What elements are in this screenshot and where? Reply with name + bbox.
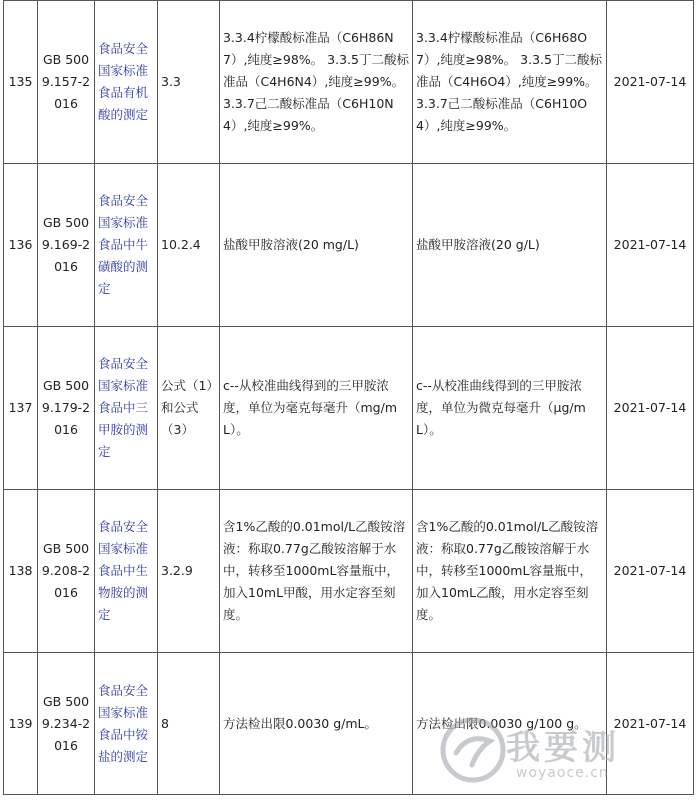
original-text: 盐酸甲胺溶液(20 mg/L) <box>220 164 413 327</box>
date: 2021-07-14 <box>607 327 694 490</box>
table-row <box>4 653 694 795</box>
standards-correction-table <box>3 0 694 795</box>
standard-code: GB 5009.234-2016 <box>38 653 95 795</box>
standard-code: GB 5009.208-2016 <box>38 490 95 653</box>
row-number: 136 <box>4 164 38 327</box>
date: 2021-07-14 <box>607 653 694 795</box>
table-row <box>4 1 694 164</box>
row-number: 135 <box>4 1 38 164</box>
watermark-text: 我要测 <box>506 728 620 768</box>
standard-code: GB 5009.157-2016 <box>38 1 95 164</box>
standard-name-link[interactable]: 食品安全国家标准食品中生物胺的测定 <box>95 490 158 653</box>
table-row <box>4 164 694 327</box>
standard-name-link[interactable]: 食品安全国家标准食品中三甲胺的测定 <box>95 327 158 490</box>
date: 2021-07-14 <box>607 490 694 653</box>
row-number: 137 <box>4 327 38 490</box>
corrected-text: 盐酸甲胺溶液(20 g/L) <box>413 164 607 327</box>
corrected-text: 3.3.4柠檬酸标准品（C6H68O7）,纯度≥98%。 3.3.5丁二酸标准品（C4H6O4）,纯度≥99%。 3.3.7己二酸标准品（C6H10O4）,纯度≥99%。 <box>413 1 607 164</box>
corrected-text: 含1%乙酸的0.01mol/L乙酸铵溶液：称取0.77g乙酸铵溶解于水中，转移至1000mL容量瓶中，加入10mL乙酸，用水定容至刻度。 <box>413 490 607 653</box>
corrected-text: 方法检出限0.0030 g/100 g。 <box>413 653 607 795</box>
corrected-text: c--从校准曲线得到的三甲胺浓度，单位为微克每毫升（μg/mL）。 <box>413 327 607 490</box>
table-row <box>4 327 694 490</box>
original-text: 方法检出限0.0030 g/mL。 <box>220 653 413 795</box>
standard-code: GB 5009.179-2016 <box>38 327 95 490</box>
original-text: c--从校准曲线得到的三甲胺浓度，单位为毫克每毫升（mg/mL）。 <box>220 327 413 490</box>
standard-code: GB 5009.169-2016 <box>38 164 95 327</box>
clause: 10.2.4 <box>158 164 220 327</box>
original-text: 3.3.4柠檬酸标准品（C6H86N7）,纯度≥98%。 3.3.5丁二酸标准品（C4H6N4）,纯度≥99%。 3.3.7己二酸标准品（C6H10N4）,纯度≥99%。 <box>220 1 413 164</box>
clause: 3.3 <box>158 1 220 164</box>
watermark-url: woyaoce.cn <box>516 765 609 781</box>
clause: 公式（1）和公式（3） <box>158 327 220 490</box>
row-number: 139 <box>4 653 38 795</box>
row-number: 138 <box>4 490 38 653</box>
standard-name-link[interactable]: 食品安全国家标准食品有机酸的测定 <box>95 1 158 164</box>
original-text: 含1%乙酸的0.01mol/L乙酸铵溶液：称取0.77g乙酸铵溶解于水中，转移至1000mL容量瓶中，加入10mL甲酸，用水定容至刻度。 <box>220 490 413 653</box>
clause: 8 <box>158 653 220 795</box>
standard-name-link[interactable]: 食品安全国家标准食品中铵盐的测定 <box>95 653 158 795</box>
date: 2021-07-14 <box>607 164 694 327</box>
date: 2021-07-14 <box>607 1 694 164</box>
table-row <box>4 490 694 653</box>
standard-name-link[interactable]: 食品安全国家标准食品中牛磺酸的测定 <box>95 164 158 327</box>
clause: 3.2.9 <box>158 490 220 653</box>
